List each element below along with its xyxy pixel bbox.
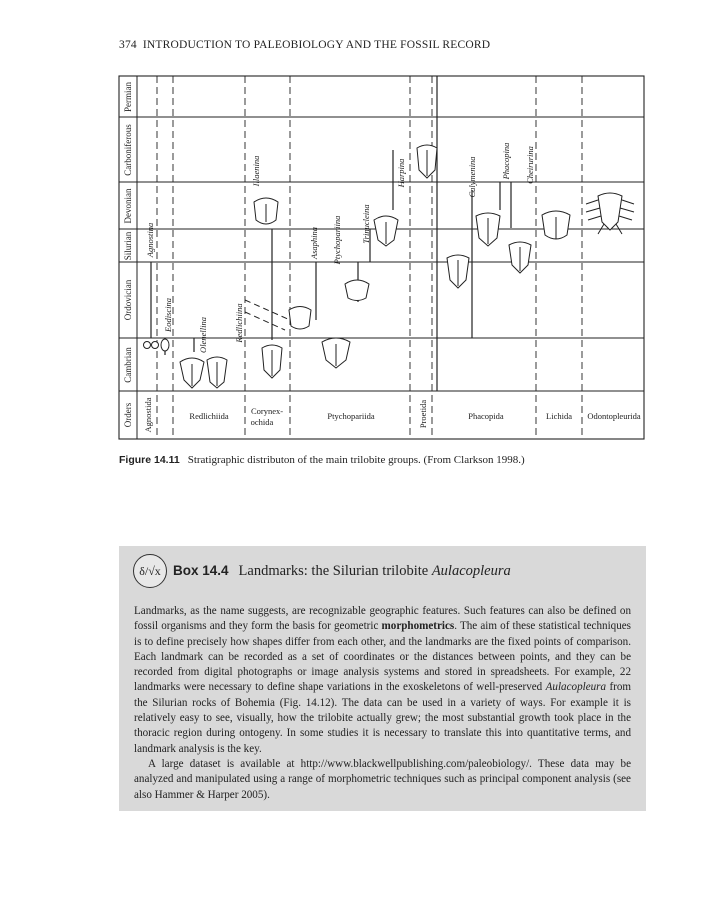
order-label-odontopleurida: Odontopleurida (587, 411, 641, 421)
period-label-cambrian: Cambrian (123, 347, 133, 383)
taxon-illaenina: Illaenina (251, 155, 261, 187)
order-label-ptychopariida: Ptychopariida (327, 411, 375, 421)
box-paragraph-1 (134, 604, 631, 757)
orders-label: Orders (123, 402, 133, 428)
period-labels (123, 82, 133, 428)
trilobite-phacopina (476, 213, 500, 246)
trilobite-illaenina (254, 198, 278, 224)
box-title (173, 563, 511, 580)
taxon-phacopina: Phacopina (501, 142, 511, 180)
taxon-olenellina: Olenellina (198, 317, 208, 353)
trilobite-eodiscina (161, 339, 169, 351)
trilobite-agnostina (144, 342, 159, 349)
trilobite-asaphina (289, 307, 311, 330)
box-14-4 (119, 546, 646, 811)
figure-caption (119, 454, 525, 466)
trilobite-figures (144, 142, 635, 388)
page-number: 374 (119, 39, 137, 51)
order-label-lichida: Lichida (546, 411, 572, 421)
order-label-corynexochida-2: ochida (250, 417, 274, 427)
period-label-ordovician: Ordovician (123, 279, 133, 321)
period-label-carboniferous: Carboniferous (123, 124, 133, 176)
period-label-devonian: Devonian (123, 188, 133, 224)
box-title-taxon: Aulacopleura (431, 562, 511, 579)
order-label-redlichiida: Redlichiida (189, 411, 229, 421)
order-label-corynexochida-1: Corynex- (250, 406, 284, 416)
period-label-permian: Permian (123, 82, 133, 112)
phylogenetic-links (245, 300, 290, 330)
trilobite-calymenina (447, 255, 469, 288)
running-title: INTRODUCTION TO PALEOBIOLOGY AND THE FOSSIL RECORD (142, 39, 491, 51)
box-body (134, 604, 631, 803)
p1-term-morphometrics: morphometrics (381, 620, 455, 633)
taxon-harpina: Harpina (396, 158, 406, 188)
trilobite-redlichiina (207, 357, 227, 388)
p1-part-a: Landmarks, as the name suggests, are recognizable geographic features. Such features can also be defined on fossil organisms and they form the basis for geometric (134, 605, 631, 633)
trilobite-odontopleurida (586, 193, 634, 234)
taxon-eodiscina: Eodiscina (163, 298, 173, 332)
order-label-agnostida: Agnostida (143, 397, 153, 433)
period-label-silurian: Silurian (123, 231, 133, 261)
taxon-labels (145, 143, 535, 353)
taxon-redlichiina: Redlichiina (234, 303, 244, 343)
taxon-ptychopariina: Ptychopariina (332, 215, 342, 265)
trilobite-ptychopariina-2 (345, 280, 369, 301)
order-labels (143, 397, 641, 432)
figure-caption-text: Stratigraphic distributon of the main trilobite groups. (From Clarkson 1998.) (187, 454, 525, 466)
trilobite-trinucleina (374, 216, 398, 246)
trilobite-corynexochida (262, 345, 282, 378)
box-paragraph-2: A large dataset is available at http://www.blackwellpublishing.com/paleobiology/. These data may be analyzed and manipulated using a range of morphometric techniques such as principal component analysis (see also Hammer & Harper 2005). (134, 757, 631, 801)
box-title-prefix: Landmarks: the Silurian trilobite (238, 562, 429, 579)
figure-label: Figure 14.11 (119, 454, 180, 466)
trilobite-cheirurina (509, 242, 531, 273)
order-label-proetida: Proetida (418, 399, 428, 429)
p1-part-b: . The aim of these statistical techniques is to define precisely how shapes differ from each other, and the landmarks are the fixed points of comparison. Each landmark can be recorded as a set of coordinates or the distances between points, and they can be recorded from digital photographs or image analysis systems and stored in spreadsheets. For example, 22 landmarks were necessary to define shape variations in the exoskeletons of well-preserved (134, 620, 631, 694)
box-header (133, 554, 511, 588)
math-symbol-icon (133, 554, 167, 588)
box-number: Box 14.4 (173, 562, 229, 578)
math-symbol-text: δ/√x (139, 563, 161, 578)
chart-frame (119, 76, 644, 439)
taxon-cheirurina: Cheirurina (525, 146, 535, 184)
p1-part-c: from the Silurian rocks of Bohemia (Fig. 14.12). The data can be used in a variety of ways. For example it is relatively easy to see, visually, how the trilobite actually grew; the most substantial growth took place in the thoracic region during ontogeny. In some studies it is necessary to translate this into quantitative terms, and landmark analysis is the key. (134, 681, 632, 755)
taxon-asaphina: Asaphina (309, 226, 319, 260)
taxon-trinucleina: Trinucleina (361, 204, 371, 244)
trilobite-olenellina (180, 358, 204, 388)
p1-taxon: Aulacopleura (545, 681, 607, 694)
trilobite-harpina (417, 145, 437, 178)
trilobite-lichida (542, 211, 570, 239)
taxon-calymenina: Calymenina (467, 156, 477, 198)
taxon-agnostina: Agnostina (145, 222, 155, 258)
trilobite-ptychopariina-1 (322, 338, 350, 368)
order-label-phacopida: Phacopida (468, 411, 504, 421)
